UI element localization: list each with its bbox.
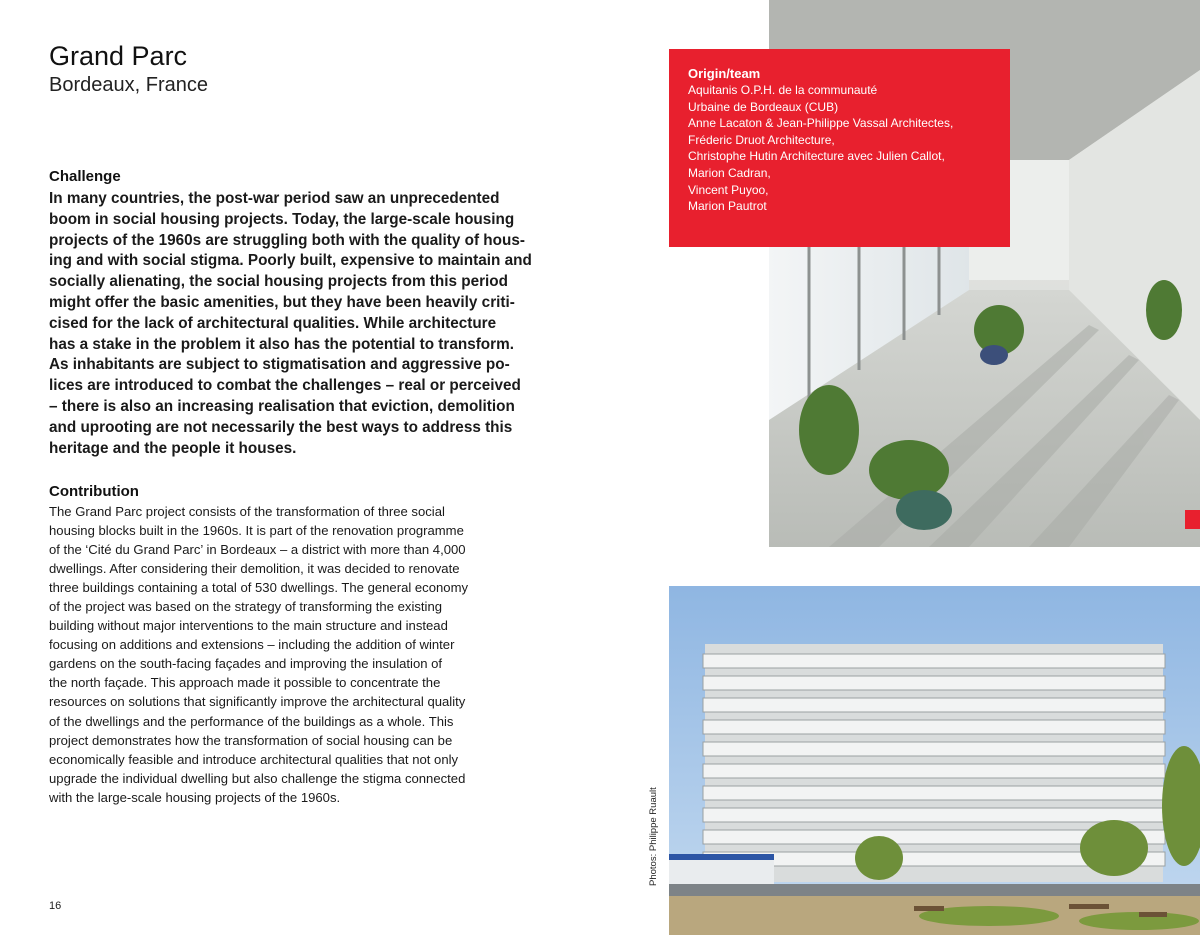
text-line: ing and with social stigma. Poorly built, expensive to maintain and xyxy=(49,252,532,270)
page-number: 16 xyxy=(49,900,62,912)
page-subtitle: Bordeaux, France xyxy=(49,74,208,96)
text-line: – there is also an increasing realisation that eviction, demolition xyxy=(49,397,515,415)
text-line: might offer the basic amenities, but they have been heavily criti- xyxy=(49,293,515,311)
text-line: cised for the lack of architectural qualities. While architecture xyxy=(49,314,497,332)
text-line: housing blocks built in the 1960s. It is part of the renovation programme xyxy=(49,523,464,539)
text-line: project demonstrates how the transformation of social housing can be xyxy=(49,732,453,748)
page-title: Grand Parc xyxy=(49,41,188,71)
text-line: lices are introduced to combat the challenges – real or perceived xyxy=(49,377,521,395)
origin-team-heading: Origin/team xyxy=(688,66,761,81)
text-line: of the ‘Cité du Grand Parc’ in Bordeaux – a district with more than 4,000 xyxy=(49,542,466,558)
text-line: the north façade. This approach made it possible to concentrate the xyxy=(49,675,441,691)
text-line: dwellings. After considering their demolition, it was decided to renovate xyxy=(49,561,460,577)
origin-team-line: Fréderic Druot Architecture, xyxy=(688,132,835,147)
text-line: gardens on the south-facing façades and improving the insulation of xyxy=(49,656,443,672)
text-line: upgrade the individual dwelling but also challenge the stigma connected xyxy=(49,770,466,786)
challenge-heading: Challenge xyxy=(49,168,121,185)
text-line: As inhabitants are subject to stigmatisation and aggressive po- xyxy=(49,356,510,374)
text-line: The Grand Parc project consists of the transformation of three social xyxy=(49,504,445,519)
text-line: heritage and the people it houses. xyxy=(49,439,297,457)
text-line: socially alienating, the social housing projects from this period xyxy=(49,273,508,291)
page-marker xyxy=(1185,510,1200,529)
text-line: three buildings containing a total of 530 dwellings. The general economy xyxy=(49,580,469,596)
text-line: with the large-scale housing projects of the 1960s. xyxy=(49,789,341,805)
origin-team-line: Marion Pautrot xyxy=(688,199,767,214)
origin-team-line: Aquitanis O.P.H. de la communauté xyxy=(688,83,878,97)
origin-team-line: Urbaine de Bordeaux (CUB) xyxy=(688,99,839,114)
text-line: In many countries, the post-war period saw an unprecedented xyxy=(49,190,500,207)
challenge-section xyxy=(49,167,534,459)
origin-team-line: Christophe Hutin Architecture avec Julien Callot, xyxy=(688,149,945,164)
origin-team-line: Vincent Puyoo, xyxy=(688,182,769,197)
text-line: building without major interventions to the main structure and instead xyxy=(49,618,448,634)
origin-team-line: Marion Cadran, xyxy=(688,165,771,180)
building-exterior-photo xyxy=(669,586,1200,935)
text-line: of the project was based on the strategy of transforming the existing xyxy=(49,599,443,615)
text-line: projects of the 1960s are struggling both with the quality of hous- xyxy=(49,231,525,249)
text-line: economically feasible and introduce architectural qualities that not only xyxy=(49,751,459,767)
contribution-section xyxy=(49,482,534,807)
text-line: has a stake in the problem it also has the potential to transform. xyxy=(49,335,514,353)
text-line: resources on solutions that significantly improve the architectural quality xyxy=(49,694,466,710)
contribution-heading: Contribution xyxy=(49,483,139,500)
photo-credit: Photos: Philippe Ruault xyxy=(648,787,659,886)
contribution-body xyxy=(49,502,534,807)
origin-team-box xyxy=(669,49,1010,247)
challenge-body xyxy=(49,189,534,459)
text-line: boom in social housing projects. Today, the large-scale housing xyxy=(49,210,515,228)
origin-team-line: Anne Lacaton & Jean-Philippe Vassal Architectes, xyxy=(688,116,954,131)
title-block xyxy=(49,40,534,98)
building-exterior-illustration xyxy=(669,586,1200,935)
text-line: focusing on additions and extensions – including the addition of winter xyxy=(49,637,455,653)
text-line: of the dwellings and the performance of the buildings as a whole. This xyxy=(49,713,454,729)
text-line: and uprooting are not necessarily the best ways to address this xyxy=(49,418,513,436)
